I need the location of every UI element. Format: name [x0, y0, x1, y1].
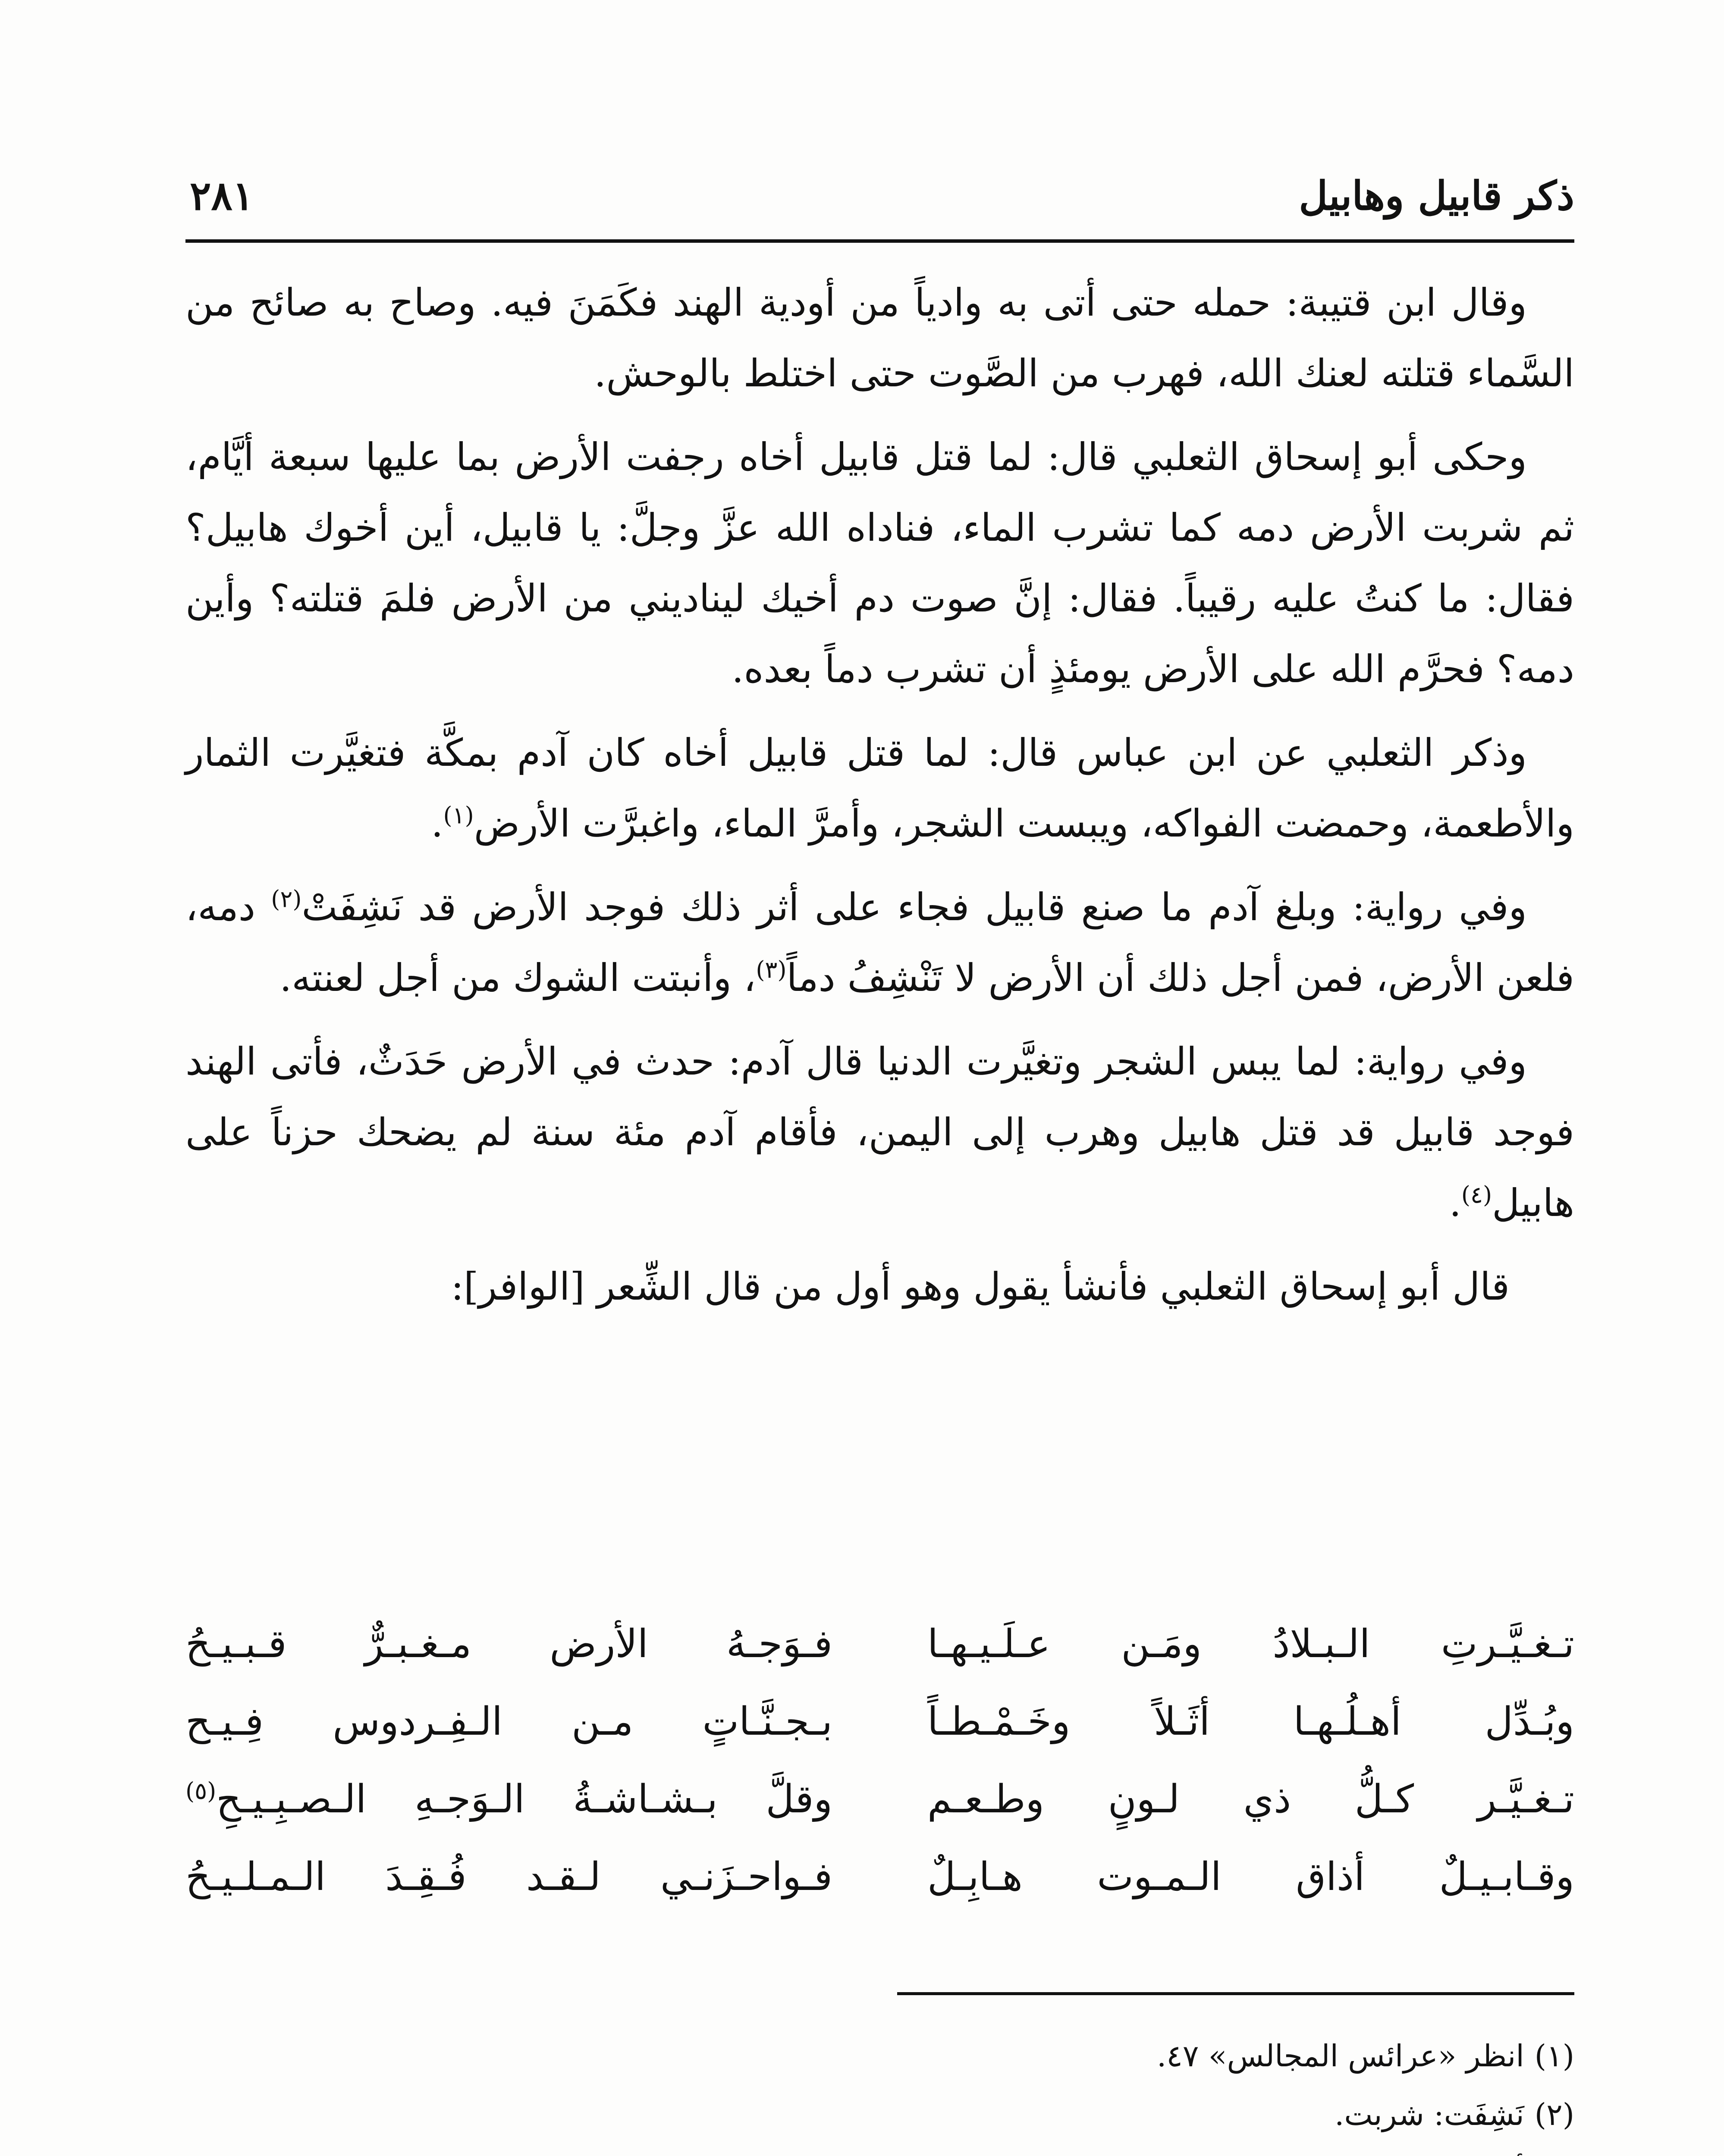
paragraph-text: دمه، فلعن الأرض، فمن أجل ذلك أن الأرض لا تَنْشِفُ دماً: [185, 885, 1574, 1000]
footnote-number: (٢): [1534, 2097, 1574, 2132]
footnote-ref: (٤): [1461, 1181, 1492, 1209]
paragraph-text: وفي رواية: لما يبس الشجر وتغيَّرت الدنيا قال آدم: حدث في الأرض حَدَثٌ، فأتى الهند فوجد قابيل قد قتل هابيل وهرب إلى اليمن، فأقام آدم مئة سنة لم يضحك حزناً على هابيل: [185, 1039, 1574, 1225]
poem-verse: [185, 1777, 1574, 1854]
paragraph-text: وذكر الثعلبي عن ابن عباس قال: لما قتل قابيل أخاه كان آدم بمكَّة فتغيَّرت الثمار والأطعمة، وحمضت الفواكه، ويبست الشجر، وأمرَّ الماء، واغبرَّت الأرض: [185, 730, 1574, 846]
footnote-text: نَشِفَت: شربت.: [1335, 2097, 1524, 2132]
hemistich-text: فـوَجـهُ الأرض مـغـبـرٌّ قـبـيـحُ: [185, 1621, 832, 1667]
paragraph: وقال ابن قتيبة: حمله حتى أتى به وادياً من أودية الهند فكَمَنَ فيه. وصاح به صائح من السَّماء قتلته لعنك الله، فهرب من الصَّوت حتى اختلط بالوحش.: [185, 280, 1574, 395]
hemistich-text: بـجـنَّـاتٍ مـن الـفِـردوس فِـيـح: [185, 1699, 832, 1744]
poem-verse: [185, 1621, 1574, 1699]
paragraph-end: .: [1449, 1181, 1461, 1225]
footnote-rule: [897, 1992, 1574, 1995]
verse-first-hemistich: تـغـيَّـرتِ الـبـلادُ ومَـن عـلَـيـهـا: [927, 1621, 1574, 1667]
footnote-ref: (٥): [185, 1777, 217, 1805]
hemistich-text: وقلَّ بـشـاشـةُ الـوَجـهِ الـصـبِـيـحِ: [216, 1777, 832, 1822]
footnote-number: (١): [1534, 2038, 1574, 2074]
footnote-ref: (٣): [756, 956, 787, 984]
paragraph: وحكى أبو إسحاق الثعلبي قال: لما قتل قابيل أخاه رجفت الأرض بما عليها سبعة أيَّام، ثم شربت الأرض دمه كما تشرب الماء، فناداه الله عزَّ وجلَّ: يا قابيل، أين أخوك هابيل؟ فقال: ما كنتُ عليه رقيباً. فقال: إنَّ صوت دم أخيك ليناديني من الأرض فلمَ قتلته؟ وأين دمه؟ فحرَّم الله على الأرض يومئذٍ أن تشرب دماً بعده.: [185, 435, 1574, 691]
poem-verse: [185, 1699, 1574, 1777]
main-text: [185, 267, 1574, 1335]
verse-second-hemistich: [185, 1699, 832, 1744]
footnote-ref: (١): [443, 802, 474, 829]
poem-verse: [185, 1854, 1574, 1932]
verse-second-hemistich: [185, 1854, 832, 1899]
paragraph-text: وفي رواية: وبلغ آدم ما صنع قابيل فجاء على أثر ذلك فوجد الأرض قد نَشِفَتْ: [301, 885, 1527, 929]
page-number: ٢٨١: [190, 172, 254, 219]
footnote: [185, 2027, 1574, 2085]
verse-first-hemistich: وقـابـيـلٌ أذاق الـمـوت هـابِـلٌ: [927, 1854, 1574, 1899]
verse-first-hemistich: وبُـدِّل أهـلُـهـا أثَـلاً وخَـمْـطـاً: [927, 1699, 1574, 1744]
verse-second-hemistich: [185, 1621, 832, 1667]
hemistich-text: فـواحـزَنـي لـقـد فُـقِـدَ الـمـلـيـحُ: [185, 1854, 832, 1899]
header-rule: [185, 239, 1574, 243]
footnote-text: انظر «عرائس المجالس» ٤٧.: [1157, 2038, 1524, 2074]
footnote: [185, 2085, 1574, 2144]
paragraph: [185, 718, 1574, 859]
footnotes: [185, 2027, 1574, 2156]
paragraph: [185, 1026, 1574, 1238]
verse-first-hemistich: تـغـيَّـر كـلُّ ذي لـونٍ وطـعـم: [927, 1777, 1574, 1822]
paragraph-end: .: [431, 801, 443, 846]
footnote: [185, 2144, 1574, 2156]
running-header: [185, 164, 1574, 229]
poem: [185, 1621, 1574, 1932]
paragraph: [185, 872, 1574, 1013]
chapter-title: ذكر قابيل وهابيل: [1299, 172, 1574, 219]
poem-intro: قال أبو إسحاق الثعلبي فأنشأ يقول وهو أول من قال الشِّعر [الوافر]:: [451, 1264, 1510, 1309]
paragraph-text: ، وأنبتت الشوك من أجل لعنته.: [279, 956, 756, 1000]
verse-second-hemistich: [185, 1777, 832, 1822]
footnote-ref: (٢): [271, 885, 302, 913]
